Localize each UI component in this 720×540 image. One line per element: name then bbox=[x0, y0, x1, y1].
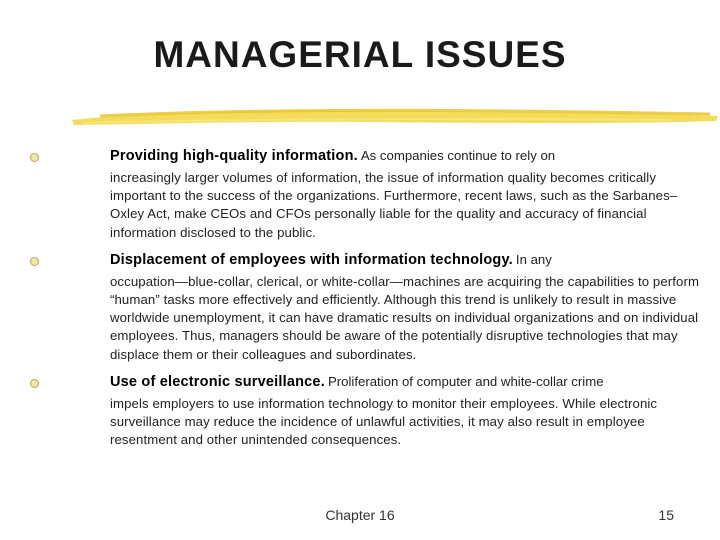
item-lead: In any bbox=[515, 251, 552, 267]
footer-chapter: Chapter 16 bbox=[325, 507, 395, 523]
item-body: increasingly larger volumes of information, the issue of information quality becomes critically important to the success of the organizations. Furthermore, recent laws, such as the Sarbanes–Oxley Act, make CEOs and CFOs personally liable for the quality and accuracy of financial information disclosed to the public. bbox=[110, 170, 678, 240]
bullet-list bbox=[30, 144, 700, 455]
item-lead: As companies continue to rely on bbox=[360, 148, 556, 163]
title-underline-brushstroke bbox=[70, 104, 720, 128]
bullet-icon bbox=[30, 153, 39, 162]
item-heading: Displacement of employees with information technology. bbox=[110, 251, 513, 268]
item-heading: Use of electronic surveillance. bbox=[110, 373, 325, 390]
bullet-icon bbox=[30, 257, 39, 266]
bullet-icon bbox=[30, 379, 39, 388]
footer-page-number: 15 bbox=[658, 507, 674, 523]
list-item bbox=[30, 144, 700, 242]
list-item bbox=[30, 248, 700, 364]
list-item bbox=[30, 370, 700, 450]
item-lead: Proliferation of computer and white-collar crime bbox=[327, 373, 604, 389]
item-heading: Providing high-quality information. bbox=[110, 148, 358, 164]
item-body: occupation—blue-collar, clerical, or white-collar—machines are acquiring the capabilities to perform “human” tasks more effectively and efficiently. Although this trend is unlikely to result in massive worldwide unemployment, it can have dramatic results on individual organizations and on individual employees. Thus, managers should be aware of the potentially disruptive technologies that may displace them or their colleagues and subordinates. bbox=[110, 273, 700, 362]
slide-title: MANAGERIAL ISSUES bbox=[153, 34, 567, 75]
item-body: impels employers to use information technology to monitor their employees. While electronic surveillance may reduce the incidence of unlawful activities, it may also result in employee resentment and other unintended consequences. bbox=[110, 395, 658, 448]
